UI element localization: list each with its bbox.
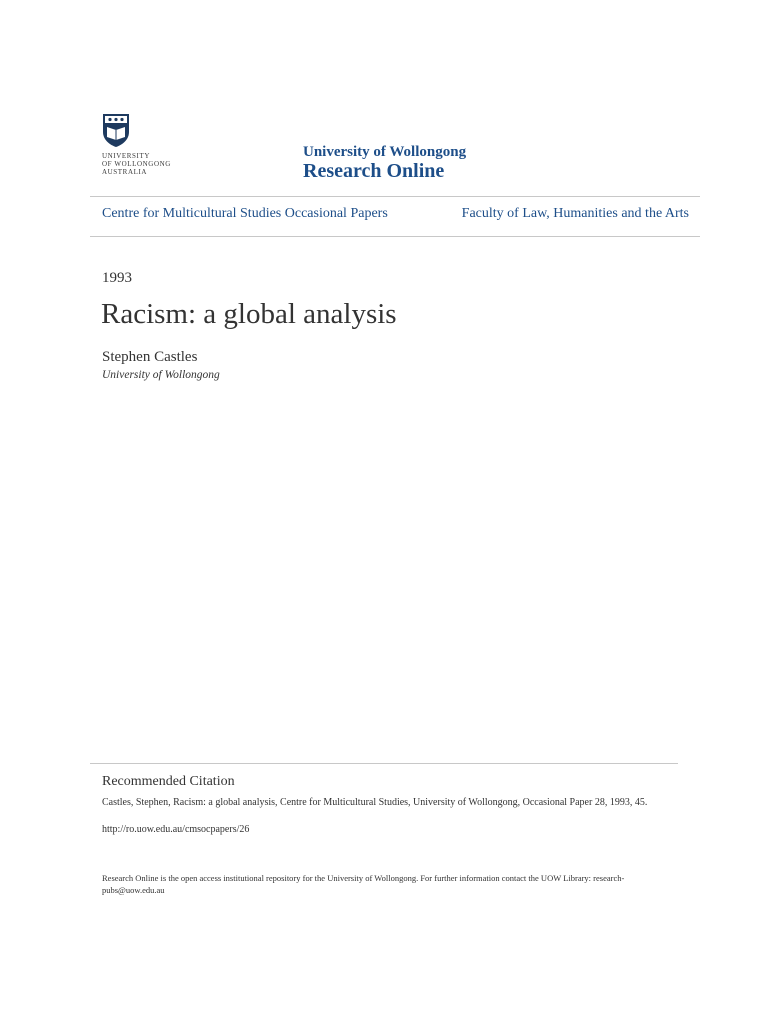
citation-url[interactable]: http://ro.uow.edu.au/cmsocpapers/26 — [102, 824, 250, 835]
university-crest-icon — [101, 112, 131, 148]
publication-year: 1993 — [102, 270, 132, 286]
logo-text-line: UNIVERSITY — [102, 152, 150, 160]
university-logo — [101, 112, 191, 182]
nav-link-occasional-papers[interactable]: Centre for Multicultural Studies Occasional Papers — [102, 206, 388, 221]
divider — [90, 763, 678, 764]
logo-text-line: AUSTRALIA — [102, 168, 148, 176]
nav-link-faculty[interactable]: Faculty of Law, Humanities and the Arts — [461, 206, 689, 221]
logo-text-line: OF WOLLONGONG — [102, 160, 171, 168]
citation-text: Castles, Stephen, Racism: a global analysis, Centre for Multicultural Studies, University of Wollongong, Occasional Paper 28, 1993, 45. — [102, 797, 648, 808]
repository-footer-note: Research Online is the open access institutional repository for the University of Wollongong. For further information contact the UOW Library: research-pubs@uow.edu.au — [102, 873, 625, 895]
citation-heading: Recommended Citation — [102, 774, 235, 789]
divider — [90, 236, 700, 237]
banner-university-name: University of Wollongong — [303, 144, 467, 160]
paper-title: Racism: a global analysis — [101, 298, 397, 330]
divider — [90, 196, 700, 197]
author-affiliation: University of Wollongong — [102, 369, 220, 381]
author-name: Stephen Castles — [102, 349, 198, 365]
banner-research-online: Research Online — [303, 160, 445, 182]
